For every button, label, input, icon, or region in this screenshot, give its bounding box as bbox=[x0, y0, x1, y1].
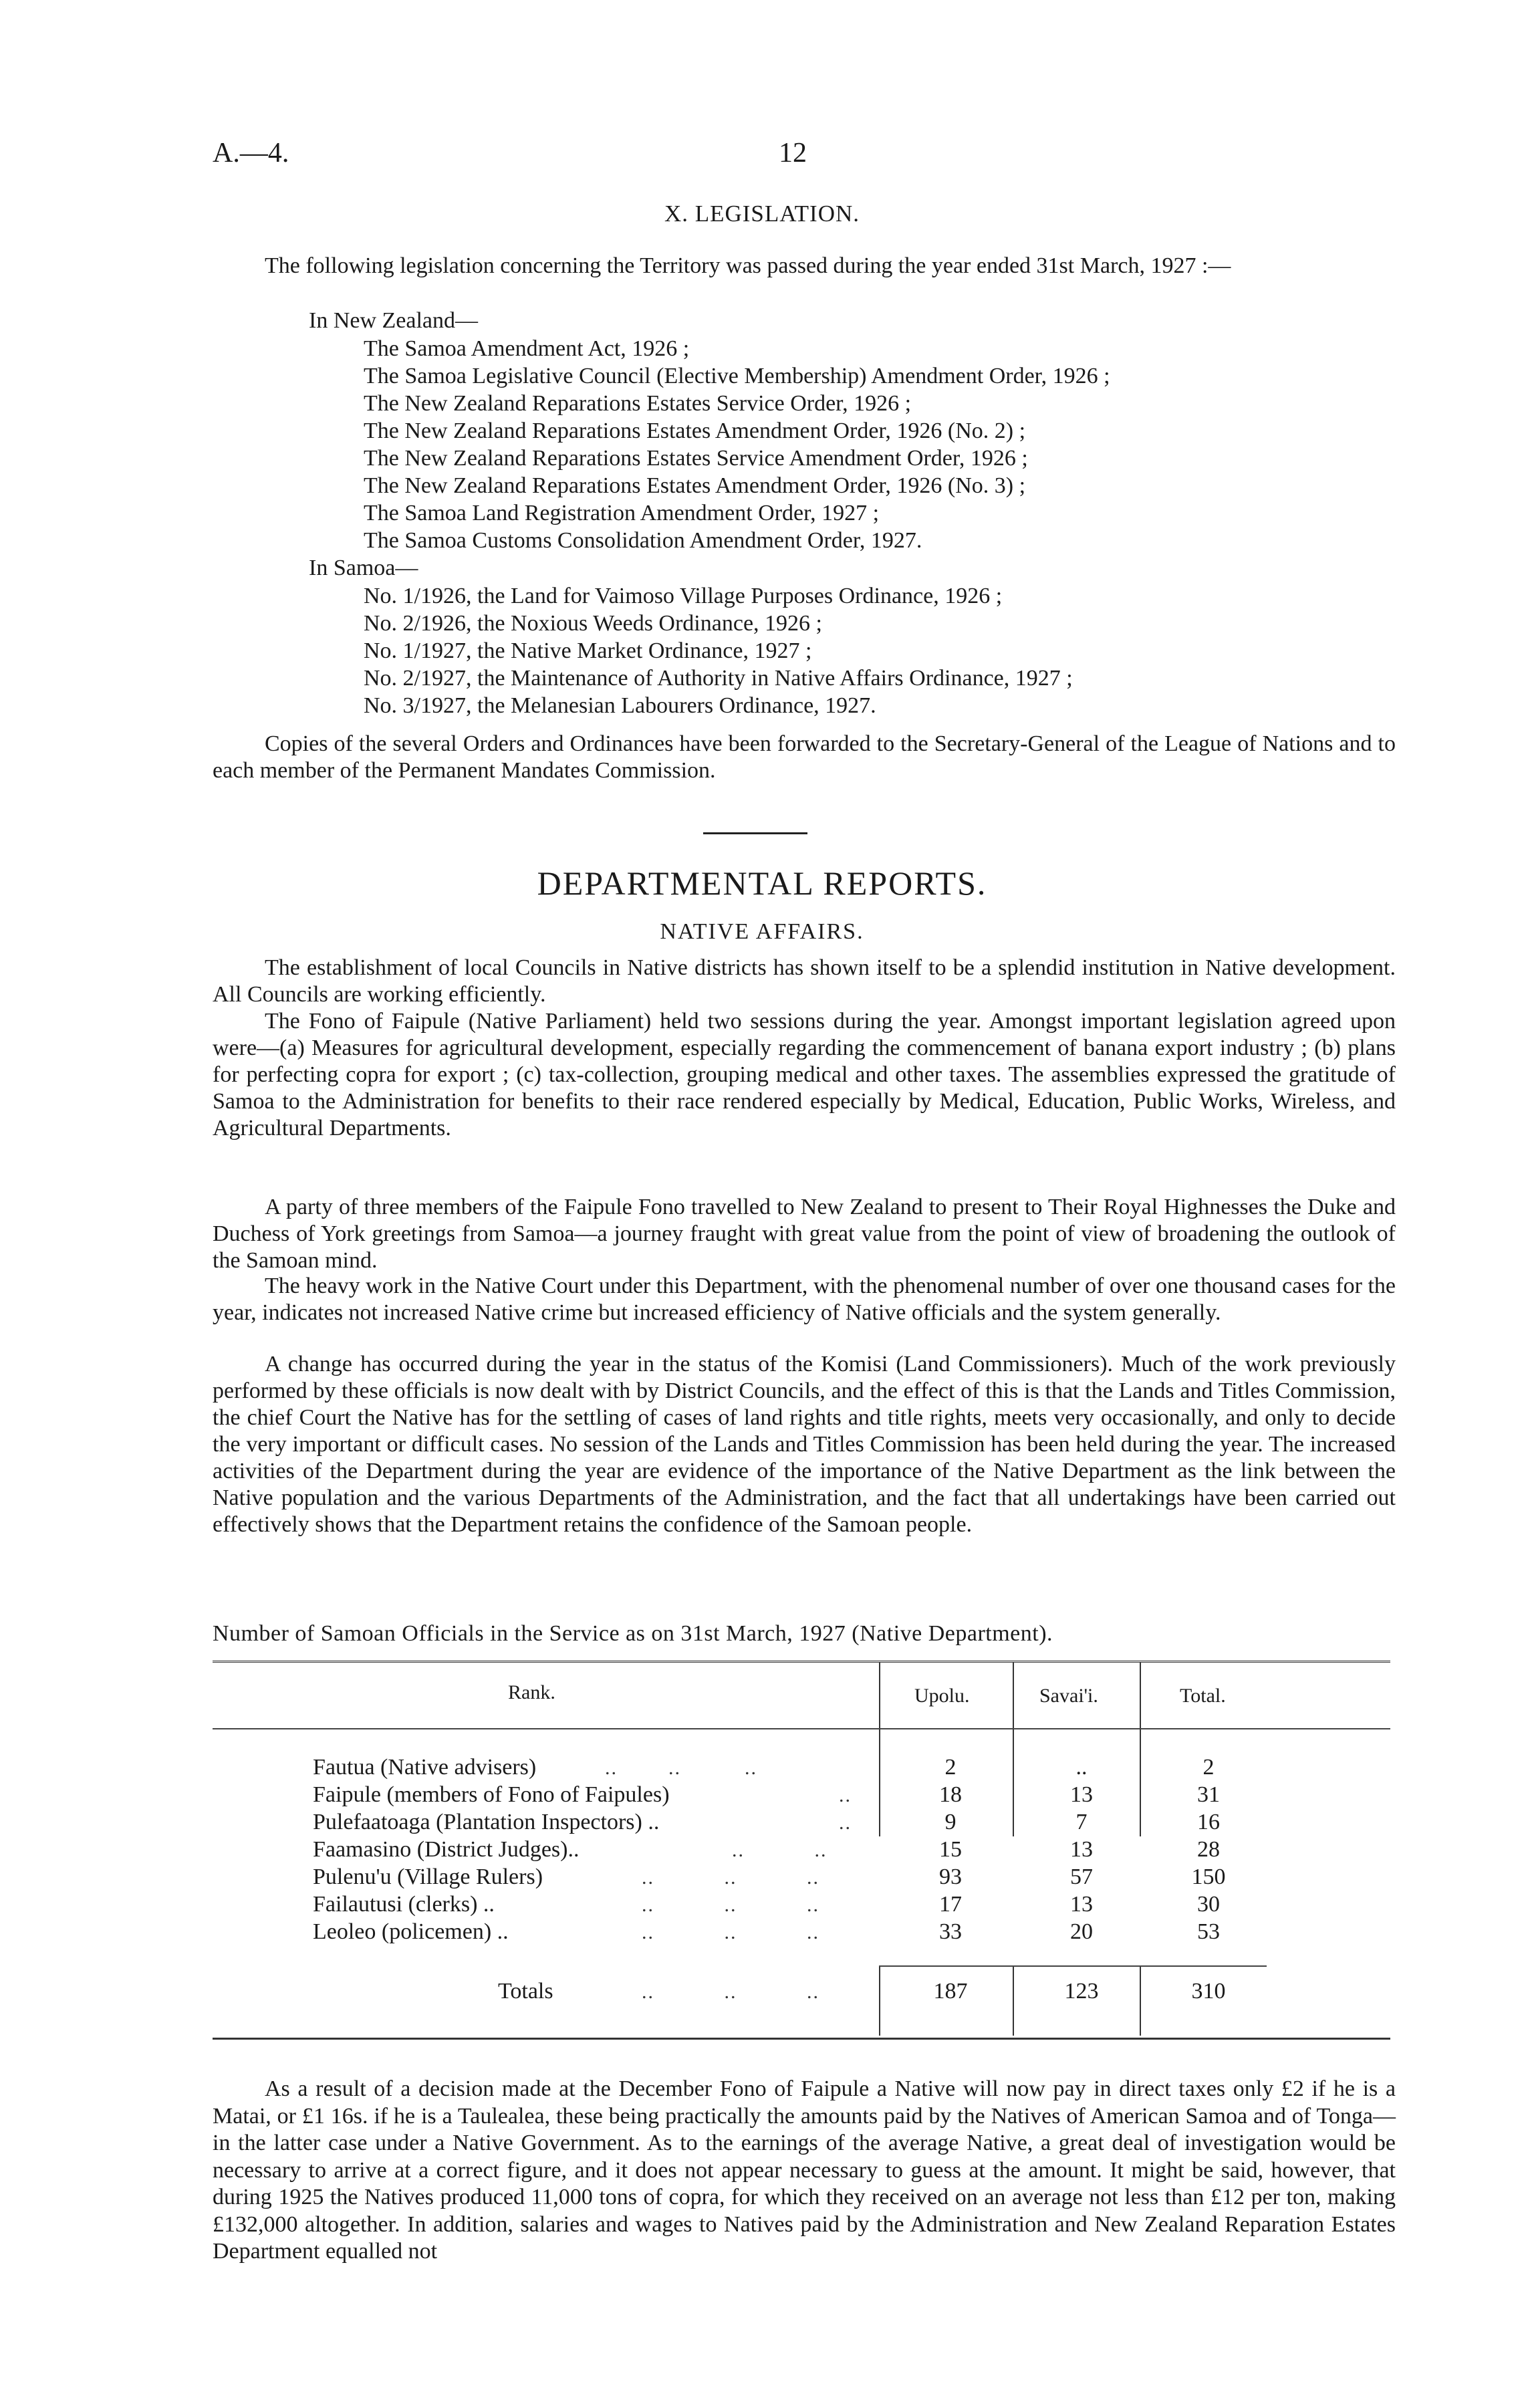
nz-item: The Samoa Customs Consolidation Amendment Order, 1927. bbox=[364, 528, 922, 553]
table-column-rule bbox=[1013, 1663, 1014, 1836]
page-number: 12 bbox=[779, 138, 807, 168]
section-divider bbox=[703, 832, 807, 834]
paragraph: A change has occurred during the year in the status of the Komisi (Land Commissioners). Much of the work previously performed by these officials is now dealt with by District Councils, and the effect of this is that the Lands and Titles Commission, the chief Court the Native has for the settling of cases of land rights and title rights, meets very occasionally, and only to decide the very important or difficult cases. No session of the Lands and Titles Commission has been held during the year. The increased activities of the Department during the year are evidence of the importance of the Native Department as the link between the Native population and the various Departments of the Administration, and the fact that all undertakings have been carried out effectively shows that the Department retains the confidence of the Samoan people. bbox=[213, 1352, 1396, 1537]
samoa-item: No. 2/1926, the Noxious Weeds Ordinance, 1926 ; bbox=[364, 611, 822, 636]
row-upolu: 18 bbox=[939, 1782, 962, 1807]
samoa-item: No. 3/1927, the Melanesian Labourers Ordinance, 1927. bbox=[364, 693, 876, 718]
leader-dots: .. .. .. bbox=[642, 1921, 819, 1943]
column-header-upolu: Upolu. bbox=[914, 1685, 970, 1707]
row-total: 53 bbox=[1197, 1919, 1220, 1944]
column-header-total: Total. bbox=[1180, 1685, 1226, 1707]
totals-total: 310 bbox=[1191, 1979, 1226, 2004]
samoa-item: No. 2/1927, the Maintenance of Authority in Native Affairs Ordinance, 1927 ; bbox=[364, 666, 1073, 691]
table-caption: Number of Samoan Officials in the Service as on 31st March, 1927 (Native Department). bbox=[213, 1621, 1053, 1646]
final-paragraph: As a result of a decision made at the December Fono of Faipule a Native will now pay in direct taxes only £2 if he is a Matai, or £1 16s. if he is a Taulealea, these being practically the amounts paid by the Natives of American Samoa and of Tonga—in the latter case under a Native Government. As to the earnings of the average Native, a great deal of investigation would be necessary to arrive at a correct figure, and it does not appear necessary to guess at the amount. It might be said, however, that during 1925 the Natives produced 11,000 tons of copra, for which they received on an average not less than £12 per ton, making £132,000 altogether. In addition, salaries and wages to Natives paid by the Administration and New Zealand Reparation Estates Department equalled not bbox=[213, 2076, 1396, 2264]
column-header-rank: Rank. bbox=[508, 1681, 555, 1703]
row-rank: Failautusi (clerks) .. bbox=[313, 1892, 495, 1917]
row-savaii: 13 bbox=[1070, 1892, 1093, 1917]
table-header-rule bbox=[213, 1728, 1390, 1729]
row-total: 16 bbox=[1197, 1810, 1220, 1834]
nz-item: The New Zealand Reparations Estates Amendment Order, 1926 (No. 2) ; bbox=[364, 418, 1026, 443]
row-upolu: 2 bbox=[944, 1755, 957, 1780]
row-rank: Pulefaatoaga (Plantation Inspectors) .. bbox=[313, 1810, 660, 1834]
leader-dots: .. .. .. bbox=[642, 1981, 819, 2003]
paragraph: The heavy work in the Native Court under this Department, with the phenomenal number of over one thousand cases for the year, indicates not increased Native crime but increased efficiency of Native officials and the system generally. bbox=[213, 1274, 1396, 1325]
totals-rule bbox=[879, 1965, 1267, 1967]
paragraph: A party of three members of the Faipule Fono travelled to New Zealand to present to Their Royal Highnesses the Duke and Duchess of York greetings from Samoa—a journey fraught with great value from the point of view of broadening the outlook of the Samoan mind. bbox=[213, 1195, 1396, 1273]
row-rank: Leoleo (policemen) .. bbox=[313, 1919, 509, 1944]
table-top-rule bbox=[213, 1661, 1390, 1663]
nz-item: The Samoa Land Registration Amendment Order, 1927 ; bbox=[364, 501, 880, 525]
row-total: 2 bbox=[1202, 1755, 1215, 1780]
leader-dots: .. .. .. bbox=[605, 1757, 757, 1779]
paragraph: The establishment of local Councils in Native districts has shown itself to be a splendid institution in Native development. All Councils are working efficiently. bbox=[213, 955, 1396, 1007]
row-savaii: 57 bbox=[1070, 1864, 1093, 1889]
samoa-item: No. 1/1926, the Land for Vaimoso Village Purposes Ordinance, 1926 ; bbox=[364, 584, 1003, 608]
nz-item: The New Zealand Reparations Estates Service Amendment Order, 1926 ; bbox=[364, 446, 1028, 471]
row-total: 150 bbox=[1191, 1864, 1226, 1889]
row-total: 31 bbox=[1197, 1782, 1220, 1807]
row-savaii: .. bbox=[1075, 1755, 1088, 1780]
leader-dots: .. bbox=[839, 1812, 852, 1834]
document-reference: A.—4. bbox=[213, 138, 289, 168]
row-upolu: 9 bbox=[944, 1810, 957, 1834]
row-savaii: 13 bbox=[1070, 1837, 1093, 1862]
row-upolu: 33 bbox=[939, 1919, 962, 1944]
row-savaii: 20 bbox=[1070, 1919, 1093, 1944]
samoa-heading: In Samoa— bbox=[309, 556, 418, 580]
row-upolu: 93 bbox=[939, 1864, 962, 1889]
legislation-intro: The following legislation concerning the Territory was passed during the year ended 31st March, 1927 :— bbox=[265, 253, 1231, 278]
nz-item: The New Zealand Reparations Estates Amendment Order, 1926 (No. 3) ; bbox=[364, 473, 1026, 498]
row-total: 30 bbox=[1197, 1892, 1220, 1917]
totals-upolu: 187 bbox=[933, 1979, 968, 2004]
table-column-rule bbox=[1140, 1965, 1141, 2036]
nz-heading: In New Zealand— bbox=[309, 308, 479, 333]
row-rank: Faipule (members of Fono of Faipules) bbox=[313, 1782, 670, 1807]
table-column-rule bbox=[879, 1663, 880, 1836]
row-rank: Faamasino (District Judges).. bbox=[313, 1837, 580, 1862]
leader-dots: .. .. .. bbox=[642, 1894, 819, 1916]
row-savaii: 7 bbox=[1075, 1810, 1088, 1834]
nz-item: The Samoa Legislative Council (Elective Membership) Amendment Order, 1926 ; bbox=[364, 364, 1110, 388]
nz-item: The New Zealand Reparations Estates Service Order, 1926 ; bbox=[364, 391, 912, 416]
table-column-rule bbox=[1140, 1663, 1141, 1836]
row-savaii: 13 bbox=[1070, 1782, 1093, 1807]
table-column-rule bbox=[879, 1965, 880, 2036]
totals-label: Totals bbox=[498, 1979, 553, 2004]
column-header-savaii: Savai'i. bbox=[1039, 1685, 1098, 1707]
paragraph: The Fono of Faipule (Native Parliament) held two sessions during the year. Amongst important legislation agreed upon were—(a) Measures for agricultural development, especially regarding the commencement of banana export industry ; (b) plans for perfecting copra for export ; (c) tax-collection, grouping medical and other taxes. The assemblies expressed the gratitude of Samoa to the Administration for benefits to their race rendered especially by Medical, Education, Public Works, Wireless, and Agricultural Departments. bbox=[213, 1009, 1396, 1140]
totals-savaii: 123 bbox=[1064, 1979, 1099, 2004]
row-upolu: 15 bbox=[939, 1837, 962, 1862]
nz-item: The Samoa Amendment Act, 1926 ; bbox=[364, 336, 690, 361]
legislation-closing: Copies of the several Orders and Ordinances have been forwarded to the Secretary-General of the League of Nations and to each member of the Permanent Mandates Commission. bbox=[213, 731, 1396, 783]
departmental-reports-heading: DEPARTMENTAL REPORTS. bbox=[537, 864, 987, 902]
leader-dots: .. .. .. bbox=[642, 1867, 819, 1889]
row-rank: Fautua (Native advisers) bbox=[313, 1755, 537, 1780]
row-upolu: 17 bbox=[939, 1892, 962, 1917]
table-column-rule bbox=[1013, 1965, 1014, 2036]
leader-dots: .. bbox=[839, 1784, 852, 1806]
row-rank: Pulenu'u (Village Rulers) bbox=[313, 1864, 543, 1889]
table-bottom-rule bbox=[213, 2038, 1390, 2040]
leader-dots: .. .. bbox=[732, 1839, 828, 1861]
native-affairs-heading: NATIVE AFFAIRS. bbox=[660, 919, 864, 944]
samoa-item: No. 1/1927, the Native Market Ordinance, 1927 ; bbox=[364, 638, 812, 663]
row-total: 28 bbox=[1197, 1837, 1220, 1862]
legislation-heading: X. LEGISLATION. bbox=[664, 201, 860, 227]
